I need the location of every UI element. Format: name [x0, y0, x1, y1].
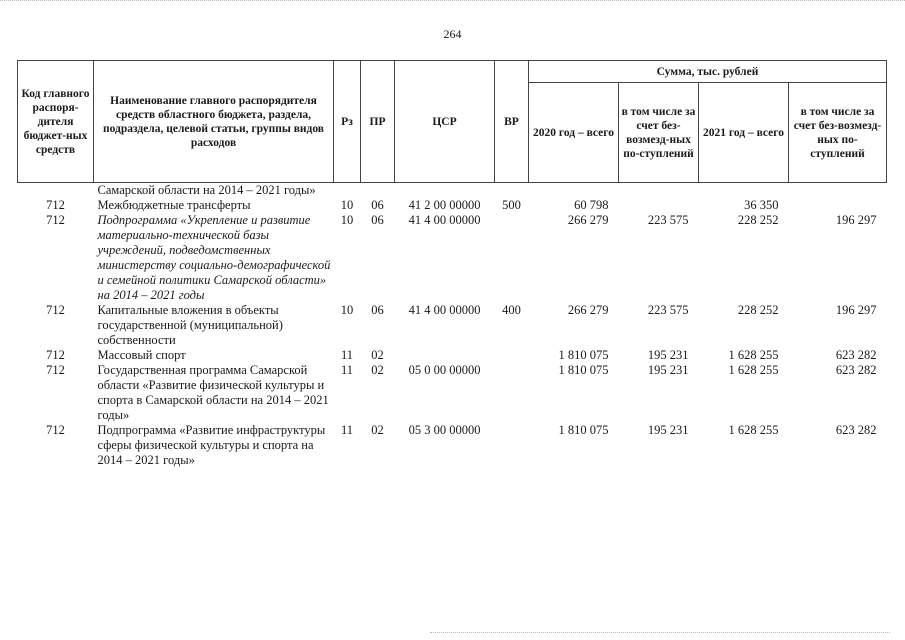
row-2020-free: [619, 183, 699, 199]
row-csr: 05 3 00 00000: [408, 423, 481, 437]
row-name: Капитальные вложения в объекты государственной (муниципальной) собственности: [97, 303, 283, 347]
row-2020-free: 195 231: [647, 423, 689, 437]
table-header: [18, 61, 887, 183]
row-2021-total: 228 252: [737, 303, 779, 317]
scan-edge-top: [0, 0, 905, 2]
row-code: 712: [46, 423, 65, 437]
header-rz: Рз: [334, 61, 361, 183]
table-body: [18, 183, 887, 469]
row-pr: 06: [371, 198, 384, 212]
row-code: 712: [46, 348, 65, 362]
row-csr: 05 0 00 00000: [408, 363, 481, 377]
row-pr: 02: [371, 423, 384, 437]
header-2021-free: в том числе за счет без-возмезд-ных по-ступлений: [789, 83, 887, 183]
page-number: 264: [443, 27, 462, 41]
row-code: [18, 183, 94, 199]
row-2021-total: 36 350: [744, 198, 779, 212]
row-2020-free: 195 231: [647, 363, 689, 377]
row-vr: [495, 348, 529, 363]
row-rz: 11: [340, 363, 354, 377]
row-vr: [495, 423, 529, 468]
header-2020-total: 2020 год – всего: [529, 83, 619, 183]
row-name: Подпрограмма «Укрепление и развитие материально-технической базы учреждений, подведомственных министерству социально-демографической и семейной политики Самарской области» на 2014 – 2021 годы: [97, 213, 331, 302]
row-2021-free: 196 297: [835, 213, 877, 227]
row-vr: 400: [502, 303, 521, 317]
row-2021-free: 623 282: [835, 348, 877, 362]
table-row: [18, 183, 887, 199]
row-vr: [495, 363, 529, 423]
row-rz: 11: [340, 423, 354, 437]
row-rz: 10: [340, 303, 354, 317]
scan-edge-bottom: [430, 632, 890, 634]
row-name: Государственная программа Самарской области «Развитие физической культуры и спорта в Самарской области на 2014 – 2021 годы»: [97, 363, 329, 422]
row-2020-total: 266 279: [567, 213, 609, 227]
row-2021-free: [789, 183, 887, 199]
row-2020-free: [619, 198, 699, 213]
row-name: Подпрограмма «Развитие инфраструктуры сферы физической культуры и спорта на 2014 – 2021 годы»: [97, 423, 326, 467]
row-name: Самарской области на 2014 – 2021 годы»: [97, 183, 316, 197]
row-csr: [395, 348, 495, 363]
row-2021-total: 1 628 255: [728, 423, 779, 437]
row-rz: 10: [340, 213, 354, 227]
table-row: [18, 213, 887, 303]
row-pr: [361, 183, 395, 199]
row-2020-total: 1 810 075: [558, 348, 609, 362]
row-csr: [395, 183, 495, 199]
row-2021-total: 1 628 255: [728, 363, 779, 377]
row-code: 712: [46, 213, 65, 227]
row-pr: 02: [371, 363, 384, 377]
row-2020-free: 195 231: [647, 348, 689, 362]
header-sum-group: Сумма, тыс. рублей: [529, 61, 887, 83]
header-csr: ЦСР: [395, 61, 495, 183]
table-row: [18, 198, 887, 213]
row-vr: [495, 183, 529, 199]
row-pr: 06: [371, 303, 384, 317]
row-2021-free: 623 282: [835, 423, 877, 437]
row-2020-total: 266 279: [567, 303, 609, 317]
row-2020-total: 60 798: [574, 198, 609, 212]
row-name: Межбюджетные трансферты: [97, 198, 251, 212]
header-pr: ПР: [361, 61, 395, 183]
row-vr: [495, 213, 529, 303]
row-2020-total: 1 810 075: [558, 363, 609, 377]
row-rz: 10: [340, 198, 354, 212]
row-code: 712: [46, 303, 65, 317]
row-rz: 11: [340, 348, 354, 362]
header-2020-free: в том числе за счет без-возмезд-ных по-ступлений: [619, 83, 699, 183]
row-vr: 500: [502, 198, 521, 212]
row-csr: 41 4 00 00000: [408, 303, 481, 317]
row-2021-total: 1 628 255: [728, 348, 779, 362]
row-pr: 06: [371, 213, 384, 227]
header-vr: ВР: [495, 61, 529, 183]
row-2020-free: 223 575: [647, 213, 689, 227]
table-row: [18, 303, 887, 348]
row-2020-total: 1 810 075: [558, 423, 609, 437]
row-2021-total: [699, 183, 789, 199]
row-pr: 02: [371, 348, 384, 362]
row-2020-free: 223 575: [647, 303, 689, 317]
row-code: 712: [46, 363, 65, 377]
header-2021-total: 2021 год – всего: [699, 83, 789, 183]
row-2020-total: [529, 183, 619, 199]
row-csr: 41 4 00 00000: [408, 213, 481, 227]
table-row: [18, 363, 887, 423]
row-csr: 41 2 00 00000: [408, 198, 481, 212]
row-2021-free: [789, 198, 887, 213]
row-rz: [334, 183, 361, 199]
row-2021-total: 228 252: [737, 213, 779, 227]
row-name: Массовый спорт: [97, 348, 186, 362]
row-code: 712: [46, 198, 65, 212]
row-2021-free: 623 282: [835, 363, 877, 377]
table-row: [18, 423, 887, 468]
header-code: Код главного распоря-дителя бюджет-ных средств: [18, 61, 94, 183]
table-row: [18, 348, 887, 363]
header-name: Наименование главного распорядителя средств областного бюджета, раздела, подраздела, целевой статьи, группы видов расходов: [94, 61, 334, 183]
row-2021-free: 196 297: [835, 303, 877, 317]
budget-table: [17, 60, 887, 468]
